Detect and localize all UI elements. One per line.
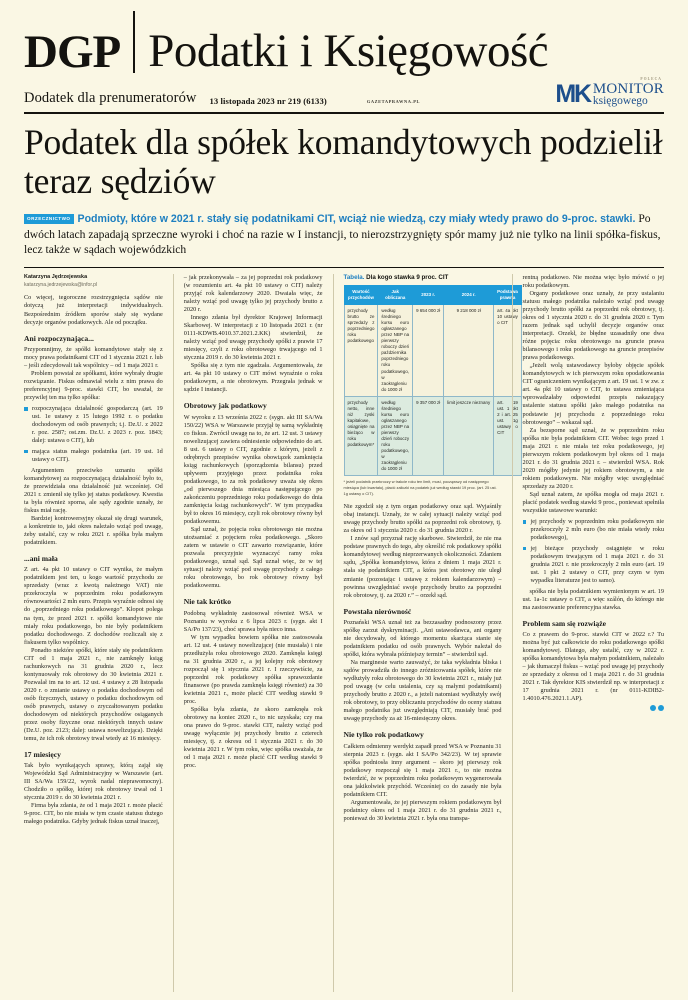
paragraph: Podobną wykładnię zastosował również WSA w Poznaniu w wyroku z 6 lipca 2023 r. (sygn. akt I SA/Po 137/23), choć sprawa była nieco inna. bbox=[183, 609, 323, 633]
paragraph: Sąd uznał zatem, że spółka mogła od maja 2021 r. płacić podatek według stawki 9 proc., ponieważ spełniła wszystkie ustawowe warunki: bbox=[522, 490, 664, 514]
paragraph: Problem powstał ze spółkami, które wybrały drugie rozwiązanie. Fiskus odmawiał wielu z nim prawa do preferencyjnej 9-proc. stawki CIT, bo uważał, że przywilej ten ma tylko spółka: bbox=[24, 369, 163, 401]
section-heading: 17 miesięcy bbox=[24, 750, 61, 759]
table-header-cell: Podstawa prawna bbox=[494, 285, 522, 304]
status-badge: ORZECZNICTWO bbox=[24, 214, 74, 224]
article-column-4 bbox=[512, 274, 664, 992]
table-cell-2024: 9 218 000 zł bbox=[444, 305, 494, 397]
section-heading: ...ani mała bbox=[24, 554, 58, 564]
table-header-cell: 2024 r. bbox=[444, 285, 494, 304]
list-item: jej bieżące przychody osiągnięte w roku podatkowym trwającym od 1 maja 2021 r. do 31 grudnia 2021 r. nie przekroczyły 2 mln euro (art. 19 ust. 1 pkt 2 ustawy o CIT, przy czym w tym wypadku literaturze jest to samo). bbox=[523, 545, 664, 585]
masthead-divider bbox=[133, 11, 135, 73]
masthead-subline bbox=[24, 76, 664, 108]
paragraph: Sąd uznał, że pojęcia roku obrotowego nie można utożsamiać z pojęciem roku podatkowego. „Skoro zatem w ustawie o CIT zawarto rozwiązanie, które pozwala precyzyjnie wyznaczyć ramy roku podatkowego, uznał sąd. Sąd uznał więc, że w tej sytuacji należy wziąć pod uwagę przychody z całego roku obrotowego, bo rok obrotowy równy był podatkowemu. bbox=[183, 526, 323, 590]
list-item: rozpoczynająca działalność gospodarczą (art. 19 ust. 1e ustawy z 15 lutego 1992 r. o podatku dochodowym od osób prawnych; t.j. Dz.U. z 2022 r. poz. 2587; ost.zm. Dz.U. z 2023 r. poz. 1843; dalej: ustawa o CIT), lub bbox=[24, 405, 163, 445]
table-cell-2023: 9 357 000 zł bbox=[413, 396, 444, 476]
paragraph: Co z prawem do 9-proc. stawki CIT w 2022 r.? Tu można być już całkowicie do roku podatkowego spółki komandytowej. Dlatego, aby ustalić, czy w 2022 r. spółka komandytowa była małym podatnikiem, należało – jak tłumaczył fiskus – wziąć pod uwagę jej przychody ze sprzedaży z okresu od 1 maja 2021 r. do 31 grudnia 2021 r. Tak dyrektor KIS stwierdził np. w interpretacji z 17 grudnia 2021 r. (nr 0111-KDIB2-1.4010.476.2021.1.AP). bbox=[522, 631, 664, 703]
paragraph: Poznański WSA uznał też za bezzasadny podnoszony przez spółkę zarzut dyskryminacji. „Ani ustawodawca, ani organy nie decydowały, od którego momentu skarżąca stanie się podatnikiem podatku od osób prawnych. Wybór należał do spółki, która wybrała późniejszy termin” – stwierdził sąd. bbox=[343, 618, 502, 658]
paragraph: rentną podatkowo. Nie można więc było mówić o jej roku podatkowym. bbox=[522, 273, 664, 289]
table-header-cell: Wartość przychodów bbox=[344, 285, 378, 304]
lead-paragraph bbox=[24, 211, 664, 258]
paragraph: Co więcej, tegoroczne rozstrzygnięcia sądów nie dotyczą już interpretacji indywidualnych. Bezpośrednim źródłem sporów stały się wydane decyzje organów podatkowych. Ale od początku. bbox=[24, 294, 163, 326]
logo-dgp: DGP bbox=[24, 25, 121, 78]
sponsor-recommend-label: POLECA bbox=[640, 76, 662, 81]
paragraph: Ponadto niektóre spółki, które stały się podatnikiem CIT od 1 maja 2021 r., nie zamknęły ksiąg rachunkowych na 31 grudnia 2020 r., lecz kontynuowały rok obrotowy do 30 kwietnia 2021 r. Pozwalał im na to art. 12 ust. 4 ustawy z 28 listopada 2020 r. o zmianie ustawy o podatku dochodowym od osób fizycznych, ustawy o podatku dochodowym od osób prawnych, ustawy o zryczałtowanym podatku dochodowym od niektórych przychodów osiąganych przez osoby fizyczne oraz niektórych innych ustaw (Dz.U. poz. 2123; dalej: ustawa nowelizująca). Dzięki temu, że ich rok obrotowy trwał wtedy aż 16 miesięcy. bbox=[24, 646, 163, 742]
site-url: GAZETAPRAWNA.PL bbox=[366, 99, 421, 104]
sponsor-name-line2: księgowego bbox=[592, 94, 648, 107]
paragraph: Argumentowała, że jej pierwszym rokiem podatkowym był podatnicy okres od 1 maja 2021 r. do 31 grudnia 2021 r., ponieważ do 30 kwietnia 2021 r. była ona transpa- bbox=[343, 798, 502, 822]
sponsor-mark-icon: MK bbox=[555, 79, 590, 108]
article-columns bbox=[24, 274, 664, 992]
paragraph: Nie zgodził się z tym organ podatkowy oraz sąd. Wyjaśniły obaj instancji. Uznały, że w całej sytuacji należy wziąć pod uwagę przychody brutto spółki za poprzedni rok obrotowy, tj. za okres od 1 stycznia 2020 r. do 31 grudnia 2020 r. bbox=[343, 503, 502, 535]
paragraph: W wyroku z 13 września 2022 r. (sygn. akt III SA/Wa 150/22) WSA w Warszawie przyjął tę samą wykładnię co fiskus. Zwrócił uwagę na to, że art. 12 ust. 3 ustawy nowelizującej zawiera odniesienie odpowiednio do art. 8 ust. 6 ustawy o CIT, zgodnie z którym, jeżeli z odrębnych przepisów wynika obowiązek zamknięcia ksiąg rachunkowych (sporządzenia bilansu) przed upływem przyjętego przez podatnika roku podatkowego, to za rok podatkowy uważa się okres „od pierwszego dnia miesiąca następującego po zakończeniu poprzedniego roku podatkowego do dnia zamknięcia ksiąg rachunkowych”. W tym przypadku był to okres 16 miesięcy, czyli rok obrotowy równy był podatkowemu. bbox=[183, 413, 323, 526]
table-cell-basis: art. 4a pkt 10 ustawy o CIT bbox=[494, 305, 522, 397]
section-heading: Obrotowy jak podatkowy bbox=[183, 401, 267, 411]
paragraph: Z art. 4a pkt 10 ustawy o CIT wynika, że małym podatnikiem jest ten, u kogo wartość przychodu ze sprzedaży (wraz z kwotą należnego VAT) nie przekroczyła w poprzednim roku podatkowym równowartości 2 mln euro. Przepis wyraźnie odnosi się do „poprzedniego roku podatkowego”. Kłopot polega na tym, że przed 2021 r. spółki komandytowe nie miały roku podatkowego, bo nie były podatnikiem podatku dochodowego. Z dochodów rozliczali się z fiskusem tylko wspólnicy. bbox=[24, 566, 163, 646]
article-column-1 bbox=[24, 274, 163, 992]
paragraph: Przypomnijmy, że spółki komandytowe stały się z mocy prawa podatnikami CIT od 1 stycznia 2021 r. lub – jeśli zdecydowali tak wspólnicy – od 1 maja 2021 r. bbox=[24, 345, 163, 369]
section-heading: Nie tylko rok podatkowy bbox=[343, 730, 424, 740]
data-table-block bbox=[343, 273, 518, 496]
paragraph: I znów sąd przyznał rację skarbowe. Stwierdził, że nie ma podstaw prawnych do tego, aby określić rok podatkowy spółki komandytowej według nieprzerwanych okoliczności. Zdaniem sądu, „Spółka komandytowa, która z dniem 1 maja 2021 r. stała się podatnikiem CIT, a która jest obrotowy nie uległ zmianie (pozostając i ustawę z rokiem kalendarzowym) – powinna uwzględniać swoje przychody brutto za poprzedni rok obrotowy, tj. za 2020 r.” – orzekł sąd. bbox=[343, 535, 502, 599]
list-item: mająca status małego podatnika (art. 19 ust. 1d ustawy o CIT). bbox=[24, 448, 163, 464]
lead-rule bbox=[24, 267, 664, 268]
table-header-cell: 2023 r. bbox=[413, 285, 444, 304]
paragraph: W tym wypadku bowiem spółka nie zastosowała art. 12 ust. 4 ustawy nowelizującej (nie musiała) i nie przedłużyła roku obrotowego 2020. Zamknęła księgi na 31 grudnia 2020 r., a jej kolejny rok obrotowy rozpoczął się 1 stycznia 2021 r. I rzeczywiście, za poprzedni rok podatkowy spółka sprawozdanie finansowe (po prawda zamknęła księgi również) za 30 kwietnia 2021 r., może płacić CIT według stawki 9 proc. bbox=[183, 633, 323, 705]
author-name: Katarzyna Jędrzejewska bbox=[24, 273, 88, 280]
section-heading: Ani rozpoczynająca... bbox=[24, 333, 94, 343]
table-cell-2024: limit jeszcze nieznany bbox=[444, 396, 494, 476]
paragraph: spółka nie była podatnikiem wymienionym w art. 19 ust. 1a-1c ustawy o CIT, a więc szálón, do którego nie ma zastosowanie preferencyjna stawka. bbox=[522, 587, 664, 611]
paragraph: Tak było wynikających sprawy, którą zajął się Wojewódzki Sąd Administracyjny w Warszawie (art. III SA/Wa 159/22, wyrok nadal nieprawomocny). Chodziło o spółkę, której rok obrotowy trwał od 1 stycznia 2019 r. do 30 kwietnia 2021 r. bbox=[24, 762, 163, 802]
sponsor-logo bbox=[555, 77, 664, 108]
table-caption-label: Tabela. bbox=[343, 273, 365, 281]
supplement-label: Dodatek dla prenumeratorów bbox=[24, 90, 197, 106]
table-cell-2023: 9 654 000 zł bbox=[413, 305, 444, 397]
table-row bbox=[344, 396, 521, 476]
bullet-list bbox=[24, 405, 163, 464]
paragraph: „Jeżeli wolą ustawodawcy byłoby objęcie spółek komandytowych w ich pierwszym roku opodatkowania CIT ograniczeniem wynikającym z art. 19 ust. 1 w zw. z art. 4a pkt 10 ustawy o CIT, to ustawa zmieniająca wprowadzałaby odpowiedni przepis nakazujący ustalenie statusu spółki jako małego podatnika na podstawie jej przychodu z poprzedniego roku obrotowego” – wskazał sąd. bbox=[522, 362, 664, 426]
section-heading: Problem sam się rozwiąże bbox=[522, 618, 606, 628]
paragraph: Całkiem odmienny werdykt zapadł przed WSA w Poznaniu 31 sierpnia 2023 r. (sygn. akt I SA/Po 342/23). W tej sprawie spółka podniosła inny argument – skoro jej pierwszy rok podatkowy rozpoczął się 1 maja 2021 r., to nie można twierdzić, że w poprzednim roku podatkowym wygenerowała ona jakikolwiek przychód. Wcześniej co do zasady nie była podatnikiem CIT. bbox=[343, 742, 502, 798]
table-cell-basis: art. 19 ust. 1 pkt 2 i art. 25 ust. 1g ustawy o CIT bbox=[494, 396, 522, 476]
masthead bbox=[24, 18, 664, 78]
table-footnote: * jeżeli podatnik przekroczy w trakcie roku ten limit, musi, począwszy od następnego miesiąca (lub kwartału), płacić zaliczki na podatek już według stawki 19 proc. (art. 25 ust. 1g ustawy o CIT). bbox=[343, 479, 497, 496]
end-dot-icon bbox=[658, 705, 664, 711]
table-cell-income: przychody brutto ze sprzedaży z poprzedniego roku podatkowego bbox=[344, 305, 378, 397]
paragraph: – jak przekonywała – za jej poprzedni rok podatkowy (w rozumieniu art. 4a pkt 10 ustawy o CIT) należy przyjąć rok kalendarzowy 2020. Dwaiała więc, że należy wziąć pod uwagę tylko jej przychody brutto z 2020 r. bbox=[183, 273, 323, 314]
table-header-cell: Jak obliczana bbox=[378, 285, 413, 304]
bullet-list bbox=[523, 518, 664, 585]
section-heading: Powstała nierówność bbox=[343, 606, 412, 616]
table-cell-method: według średniego kursu euro ogłaszanego przez NBP na pierwszy roboczy dzień października poprzedniego roku podatkowego, w zaokrągleniu do 1000 zł bbox=[378, 305, 413, 397]
section-heading: Nie tak krótko bbox=[183, 597, 232, 607]
page-title: Podatek dla spółek komandytowych podzielił teraz sędziów bbox=[24, 122, 663, 201]
author-email[interactable]: katarzyna.jedrzejewska@infor.pl bbox=[24, 281, 98, 288]
masthead-title: Podatki i Księgowość bbox=[148, 25, 549, 78]
paragraph: Bardziej kontrowersyjny okazał się drugi warunek, a konkretnie to, jaki okres należało wziąć pod uwagę, żeby ustalić, czy w roku 2021 r. spółka była małym podatnikiem. bbox=[24, 514, 163, 547]
sponsor-name-line1: MONITOR bbox=[592, 80, 664, 97]
end-dot-icon bbox=[650, 705, 656, 711]
lead-bold-text: Podmioty, które w 2021 r. stały się podatnikami CIT, wciąż nie wiedzą, czy miały wtedy prawo do 9-proc. stawki. bbox=[77, 213, 636, 226]
list-item: jej przychody w poprzednim roku podatkowym nie przekroczyły 2 mln euro (bo nie miała wtedy roku podatkowego), bbox=[523, 518, 664, 542]
paragraph: Na marginesie warto zauważyć, że taka wykładnia bliska i sądów prowadziła do innego zróżnicowania spółek, które nie wydłużyły roku obrotowego do 30 kwietnia 2021 r., miały już pod uwagę (w celu ustalenia, czy są małymi podatnikami) przychody brutto z 2020 r., a jeżeli natomiast wydłużyły swój rok obrotowy, to przy obliczaniu przychodów do oceny statusu małego podatnika już uwzględniają CIT, musiały brać pod uwagę przychody za aż 16-miesięczny okres. bbox=[343, 659, 502, 723]
table-cell-income: przychody netto, inne niż zyski kapitałowe, osiągnięte na bieżąco w roku podatkowym* bbox=[344, 396, 378, 476]
paragraph: Spółka była zdania, że skoro zamknęła rok obrotowy na koniec 2020 r., to nic uzyskała; czy ma ona prawo do 9-proc. stawki CIT, należy wziąć pod uwagę wyłącznie jej przychody brutto z czterech miesięcy, tj. z okresu od 1 stycznia 2021 r. do 30 kwietnia 2021 r. W tym roku, więc spółka uważała, że od 1 maja 2021 r. może płacić CIT według stawki 9 proc. bbox=[183, 706, 323, 770]
paragraph: Organy podatkowe oraz uznały, że przy ustalaniu statusu małego podatnika należało wziąć pod uwagę przychody brutto spółki za poprzedni rok obrotowy, tj. okres od 1 stycznia 2020 r. do 31 grudnia 2020 r. Tym razem jednak sąd uchylił decyzje organów oraz interpretacji. Orzekł, że błędne uzasadniły one dwa różne pojęcia: roku obrotowego na gruncie prawa bilansowego i roku podatkowego na gruncie przepisów prawa podatkowego. bbox=[522, 290, 664, 362]
lead-rest-text: Po dwóch latach zapadają sprzeczne wyroki i choć na razie w I instancji, to nierozstrzygnięty spór mamy już nie tylko na linii spółka-fiskus, lecz także w sądach wojewódzkich bbox=[24, 212, 661, 257]
paragraph: Za bezsporne sąd uznał, że w poprzednim roku spółka nie była podatnikiem CIT. Wobec tego przed 1 maja 2021 r. nie miała też roku podatkowego, jej pierwszym rokiem podatkowym był okres od 1 maja 2021 r. do 31 grudnia 2021 r. – stwierdził WSA. Rok 2020 mógłby jedynie jej rokiem obrotowym, a nie rokiem podatkowym. Nie mógłby więc uwzględniać sprzedaży za 2020 r. bbox=[522, 426, 664, 490]
article-column-2 bbox=[173, 274, 323, 992]
paragraph: Argumentem przeciwko uznaniu spółki komandytowej za rozpoczynającą działalność było to, że przewidziała ona działalność już wcześniej. Od 2021 r. zmienił się tylko jej status podatkowy. Kwestia ta była również sporna, ale sądy zgodnie uznały, że fiskus miał rację. bbox=[24, 466, 163, 514]
end-mark bbox=[523, 705, 664, 714]
paragraph: Firma była zdania, że od 1 maja 2021 r. może płacić 9-proc. CIT, bo nie miała w tym czasie statusu dużego małego podatnika. Gdyby jednak fiskus uznał inaczej, bbox=[24, 802, 163, 826]
table-caption-text: Dla kogo stawka 9 proc. CIT bbox=[366, 273, 449, 281]
issue-date: 13 listopada 2023 nr 219 (6133) bbox=[209, 95, 327, 106]
table-caption bbox=[344, 274, 502, 282]
table-stawka-cit bbox=[344, 285, 522, 476]
table-row bbox=[344, 305, 521, 397]
article-column-3 bbox=[333, 273, 518, 992]
table-cell-method: według średniego kursu euro ogłaszanego przez NBP na pierwszy dzień roboczy roku podatkowego, w zaokrągleniu do 1000 zł bbox=[378, 396, 413, 476]
table-header-row bbox=[344, 285, 521, 304]
masthead-rule bbox=[24, 112, 664, 114]
paragraph: Spółka się z tym nie zgadzała. Argumentowała, że art. 4a pkt 10 ustawy o CIT mówi wyraźnie o roku podatkowym, a nie obrotowym. Przegrała jednak w sądzie I instancji. bbox=[183, 362, 323, 394]
paragraph: Innego zdania był dyrektor Krajowej Informacji Skarbowej. W interpretacji z 10 listopada 2021 r. (nr 0111-KDWB.4010.37.2021.2.KK) stwierdził, że należy wziąć pod uwagę przychody spółki z prawie 17 miesięcy, czyli z roku obrotowego trwającego od 1 stycznia 2019 r. do 30 kwietnia 2021 r. bbox=[183, 314, 323, 362]
